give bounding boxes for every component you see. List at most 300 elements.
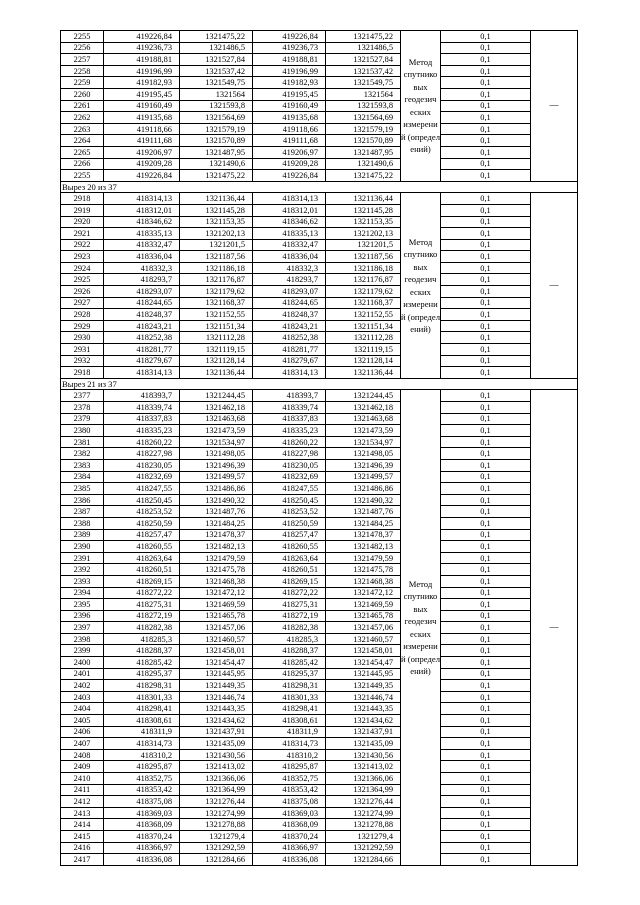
- y-coordinate: 1321449,35: [180, 680, 253, 692]
- accuracy-value: 0,1: [441, 135, 531, 147]
- accuracy-value: 0,1: [441, 680, 531, 692]
- table-row: [61, 112, 578, 124]
- y-coordinate: 1321279,4: [180, 830, 253, 842]
- x-coordinate-new: 419135,68: [253, 112, 326, 124]
- accuracy-value: 0,1: [441, 77, 531, 89]
- x-coordinate-new: 418314,13: [253, 367, 326, 379]
- point-number: 2413: [61, 807, 104, 819]
- accuracy-value: 0,1: [441, 599, 531, 611]
- point-number: 2403: [61, 691, 104, 703]
- point-number: 2923: [61, 251, 104, 263]
- point-number: 2259: [61, 77, 104, 89]
- x-coordinate-new: 418285,42: [253, 657, 326, 669]
- x-coordinate: 418252,38: [104, 332, 180, 344]
- accuracy-value: 0,1: [441, 819, 531, 831]
- table-row: [61, 784, 578, 796]
- y-coordinate: 1321434,62: [180, 715, 253, 727]
- x-coordinate-new: 418260,51: [253, 564, 326, 576]
- y-coordinate: 1321112,28: [180, 332, 253, 344]
- x-coordinate-new: 418298,41: [253, 703, 326, 715]
- point-number: 2391: [61, 552, 104, 564]
- y-coordinate: 1321276,44: [180, 796, 253, 808]
- x-coordinate: 418295,37: [104, 668, 180, 680]
- accuracy-value: 0,1: [441, 31, 531, 43]
- x-coordinate: 418301,33: [104, 691, 180, 703]
- y-coordinate-new: 1321437,91: [326, 726, 401, 738]
- y-coordinate: 1321151,34: [180, 320, 253, 332]
- x-coordinate-new: 418248,37: [253, 309, 326, 321]
- accuracy-value: 0,1: [441, 622, 531, 634]
- y-coordinate-new: 1321292,59: [326, 842, 401, 854]
- y-coordinate-new: 1321487,95: [326, 146, 401, 158]
- table-row: [61, 193, 578, 205]
- x-coordinate: 418337,83: [104, 413, 180, 425]
- dash-cell: —: [531, 31, 578, 182]
- y-coordinate: 1321527,84: [180, 54, 253, 66]
- table-row: [61, 599, 578, 611]
- accuracy-value: 0,1: [441, 703, 531, 715]
- x-coordinate: 418263,64: [104, 552, 180, 564]
- y-coordinate: 1321593,8: [180, 100, 253, 112]
- table-row: [61, 529, 578, 541]
- accuracy-value: 0,1: [441, 761, 531, 773]
- table-row: [61, 135, 578, 147]
- x-coordinate-new: 419226,84: [253, 31, 326, 43]
- x-coordinate-new: 419182,93: [253, 77, 326, 89]
- x-coordinate-new: 418230,05: [253, 459, 326, 471]
- accuracy-value: 0,1: [441, 42, 531, 54]
- y-coordinate: 1321468,38: [180, 575, 253, 587]
- y-coordinate-new: 1321593,8: [326, 100, 401, 112]
- table-row: [61, 262, 578, 274]
- point-number: 2388: [61, 517, 104, 529]
- table-row: [61, 807, 578, 819]
- table-row: [61, 494, 578, 506]
- y-coordinate-new: 1321136,44: [326, 193, 401, 205]
- y-coordinate: 1321463,68: [180, 413, 253, 425]
- y-coordinate-new: 1321462,18: [326, 402, 401, 414]
- x-coordinate-new: 419195,45: [253, 88, 326, 100]
- point-number: 2417: [61, 854, 104, 866]
- y-coordinate: 1321482,13: [180, 541, 253, 553]
- x-coordinate-new: 418272,22: [253, 587, 326, 599]
- y-coordinate-new: 1321498,05: [326, 448, 401, 460]
- point-number: 2377: [61, 390, 104, 402]
- x-coordinate: 418339,74: [104, 402, 180, 414]
- x-coordinate: 418282,38: [104, 622, 180, 634]
- table-row: [61, 402, 578, 414]
- accuracy-value: 0,1: [441, 610, 531, 622]
- y-coordinate: 1321490,6: [180, 158, 253, 170]
- x-coordinate: 418335,13: [104, 228, 180, 240]
- y-coordinate: 1321473,59: [180, 425, 253, 437]
- x-coordinate-new: 418375,08: [253, 796, 326, 808]
- y-coordinate: 1321537,42: [180, 65, 253, 77]
- point-number: 2389: [61, 529, 104, 541]
- section-header-row: [61, 181, 578, 193]
- y-coordinate: 1321475,78: [180, 564, 253, 576]
- x-coordinate-new: 418335,23: [253, 425, 326, 437]
- table-row: [61, 31, 578, 43]
- x-coordinate-new: 418310,2: [253, 749, 326, 761]
- x-coordinate: 418248,37: [104, 309, 180, 321]
- accuracy-value: 0,1: [441, 413, 531, 425]
- y-coordinate-new: 1321499,57: [326, 471, 401, 483]
- x-coordinate: 419160,49: [104, 100, 180, 112]
- x-coordinate: 418269,15: [104, 575, 180, 587]
- point-number: 2412: [61, 796, 104, 808]
- table-row: [61, 471, 578, 483]
- accuracy-value: 0,1: [441, 645, 531, 657]
- x-coordinate-new: 418293,7: [253, 274, 326, 286]
- point-number: 2410: [61, 773, 104, 785]
- accuracy-value: 0,1: [441, 123, 531, 135]
- point-number: 2395: [61, 599, 104, 611]
- point-number: 2256: [61, 42, 104, 54]
- table-row: [61, 286, 578, 298]
- accuracy-value: 0,1: [441, 575, 531, 587]
- table-row: [61, 436, 578, 448]
- accuracy-value: 0,1: [441, 483, 531, 495]
- table-row: [61, 239, 578, 251]
- y-coordinate-new: 1321486,5: [326, 42, 401, 54]
- x-coordinate-new: 418250,45: [253, 494, 326, 506]
- x-coordinate-new: 418337,83: [253, 413, 326, 425]
- table-row: [61, 633, 578, 645]
- table-row: [61, 761, 578, 773]
- point-number: 2919: [61, 204, 104, 216]
- y-coordinate-new: 1321276,44: [326, 796, 401, 808]
- x-coordinate: 418346,62: [104, 216, 180, 228]
- y-coordinate-new: 1321284,66: [326, 854, 401, 866]
- y-coordinate: 1321179,62: [180, 286, 253, 298]
- y-coordinate: 1321454,47: [180, 657, 253, 669]
- y-coordinate: 1321413,02: [180, 761, 253, 773]
- table-row: [61, 274, 578, 286]
- accuracy-value: 0,1: [441, 541, 531, 553]
- point-number: 2266: [61, 158, 104, 170]
- y-coordinate-new: 1321430,56: [326, 749, 401, 761]
- dash-cell: —: [531, 390, 578, 865]
- table-row: [61, 425, 578, 437]
- y-coordinate: 1321486,5: [180, 42, 253, 54]
- y-coordinate: 1321490,32: [180, 494, 253, 506]
- x-coordinate: 418227,98: [104, 448, 180, 460]
- y-coordinate: 1321119,15: [180, 344, 253, 356]
- y-coordinate-new: 1321278,88: [326, 819, 401, 831]
- x-coordinate-new: 418368,09: [253, 819, 326, 831]
- x-coordinate: 418285,3: [104, 633, 180, 645]
- table-row: [61, 703, 578, 715]
- x-coordinate: 418253,52: [104, 506, 180, 518]
- table-row: [61, 344, 578, 356]
- x-coordinate: 418243,21: [104, 320, 180, 332]
- table-row: [61, 54, 578, 66]
- table-row: [61, 65, 578, 77]
- y-coordinate: 1321564,69: [180, 112, 253, 124]
- y-coordinate: 1321534,97: [180, 436, 253, 448]
- accuracy-value: 0,1: [441, 517, 531, 529]
- accuracy-value: 0,1: [441, 552, 531, 564]
- point-number: 2399: [61, 645, 104, 657]
- accuracy-value: 0,1: [441, 587, 531, 599]
- method-cell: Метод спутнико вых геодезич еских измерени й (определ ений): [401, 31, 441, 182]
- y-coordinate: 1321479,59: [180, 552, 253, 564]
- y-coordinate-new: 1321469,59: [326, 599, 401, 611]
- method-cell: Метод спутнико вых геодезич еских измерени й (определ ений): [401, 193, 441, 379]
- point-number: 2382: [61, 448, 104, 460]
- y-coordinate-new: 1321549,75: [326, 77, 401, 89]
- x-coordinate: 418281,77: [104, 344, 180, 356]
- point-number: 2401: [61, 668, 104, 680]
- x-coordinate: 418272,19: [104, 610, 180, 622]
- table-row: [61, 575, 578, 587]
- table-row: [61, 645, 578, 657]
- y-coordinate-new: 1321151,34: [326, 320, 401, 332]
- y-coordinate-new: 1321153,35: [326, 216, 401, 228]
- x-coordinate-new: 419196,99: [253, 65, 326, 77]
- accuracy-value: 0,1: [441, 773, 531, 785]
- y-coordinate-new: 1321465,78: [326, 610, 401, 622]
- table-row: [61, 297, 578, 309]
- x-coordinate-new: 418263,64: [253, 552, 326, 564]
- point-number: 2925: [61, 274, 104, 286]
- y-coordinate: 1321472,12: [180, 587, 253, 599]
- y-coordinate-new: 1321490,6: [326, 158, 401, 170]
- y-coordinate-new: 1321484,25: [326, 517, 401, 529]
- x-coordinate: 418308,61: [104, 715, 180, 727]
- table-row: [61, 749, 578, 761]
- x-coordinate: 418250,45: [104, 494, 180, 506]
- x-coordinate-new: 418260,22: [253, 436, 326, 448]
- y-coordinate: 1321475,22: [180, 170, 253, 182]
- y-coordinate-new: 1321446,74: [326, 691, 401, 703]
- accuracy-value: 0,1: [441, 564, 531, 576]
- x-coordinate-new: 418250,59: [253, 517, 326, 529]
- y-coordinate: 1321168,37: [180, 297, 253, 309]
- y-coordinate-new: 1321168,37: [326, 297, 401, 309]
- accuracy-value: 0,1: [441, 355, 531, 367]
- y-coordinate: 1321484,25: [180, 517, 253, 529]
- coordinates-table-body: [61, 31, 578, 866]
- table-row: [61, 819, 578, 831]
- table-row: [61, 691, 578, 703]
- table-row: [61, 100, 578, 112]
- accuracy-value: 0,1: [441, 239, 531, 251]
- x-coordinate-new: 418243,21: [253, 320, 326, 332]
- table-row: [61, 773, 578, 785]
- point-number: 2402: [61, 680, 104, 692]
- y-coordinate-new: 1321479,59: [326, 552, 401, 564]
- y-coordinate-new: 1321570,89: [326, 135, 401, 147]
- y-coordinate: 1321201,5: [180, 239, 253, 251]
- x-coordinate: 418295,87: [104, 761, 180, 773]
- point-number: 2255: [61, 31, 104, 43]
- x-coordinate: 418370,24: [104, 830, 180, 842]
- point-number: 2381: [61, 436, 104, 448]
- y-coordinate: 1321478,37: [180, 529, 253, 541]
- point-number: 2416: [61, 842, 104, 854]
- accuracy-value: 0,1: [441, 471, 531, 483]
- y-coordinate-new: 1321460,57: [326, 633, 401, 645]
- y-coordinate-new: 1321473,59: [326, 425, 401, 437]
- accuracy-value: 0,1: [441, 691, 531, 703]
- x-coordinate: 419209,28: [104, 158, 180, 170]
- y-coordinate-new: 1321472,12: [326, 587, 401, 599]
- x-coordinate: 419118,66: [104, 123, 180, 135]
- table-row: [61, 146, 578, 158]
- y-coordinate: 1321564: [180, 88, 253, 100]
- x-coordinate: 418310,2: [104, 749, 180, 761]
- accuracy-value: 0,1: [441, 112, 531, 124]
- accuracy-value: 0,1: [441, 425, 531, 437]
- point-number: 2384: [61, 471, 104, 483]
- x-coordinate-new: 418257,47: [253, 529, 326, 541]
- accuracy-value: 0,1: [441, 170, 531, 182]
- x-coordinate: 418260,22: [104, 436, 180, 448]
- y-coordinate: 1321437,91: [180, 726, 253, 738]
- x-coordinate: 418288,37: [104, 645, 180, 657]
- table-row: [61, 309, 578, 321]
- y-coordinate: 1321284,66: [180, 854, 253, 866]
- section-title: Вырез 20 из 37: [61, 181, 578, 193]
- x-coordinate: 418314,13: [104, 367, 180, 379]
- y-coordinate-new: 1321534,97: [326, 436, 401, 448]
- x-coordinate-new: 418332,3: [253, 262, 326, 274]
- x-coordinate-new: 418295,37: [253, 668, 326, 680]
- x-coordinate-new: 418301,33: [253, 691, 326, 703]
- point-number: 2918: [61, 193, 104, 205]
- accuracy-value: 0,1: [441, 738, 531, 750]
- x-coordinate-new: 418314,73: [253, 738, 326, 750]
- y-coordinate-new: 1321435,09: [326, 738, 401, 750]
- x-coordinate: 418293,7: [104, 274, 180, 286]
- y-coordinate: 1321153,35: [180, 216, 253, 228]
- y-coordinate: 1321579,19: [180, 123, 253, 135]
- y-coordinate: 1321475,22: [180, 31, 253, 43]
- y-coordinate: 1321292,59: [180, 842, 253, 854]
- accuracy-value: 0,1: [441, 228, 531, 240]
- point-number: 2397: [61, 622, 104, 634]
- y-coordinate-new: 1321454,47: [326, 657, 401, 669]
- accuracy-value: 0,1: [441, 286, 531, 298]
- point-number: 2407: [61, 738, 104, 750]
- x-coordinate: 418332,47: [104, 239, 180, 251]
- table-row: [61, 715, 578, 727]
- x-coordinate: 418368,09: [104, 819, 180, 831]
- x-coordinate-new: 418339,74: [253, 402, 326, 414]
- table-row: [61, 355, 578, 367]
- x-coordinate-new: 419206,97: [253, 146, 326, 158]
- x-coordinate: 418314,73: [104, 738, 180, 750]
- point-number: 2405: [61, 715, 104, 727]
- y-coordinate: 1321136,44: [180, 367, 253, 379]
- accuracy-value: 0,1: [441, 216, 531, 228]
- y-coordinate: 1321499,57: [180, 471, 253, 483]
- accuracy-value: 0,1: [441, 65, 531, 77]
- accuracy-value: 0,1: [441, 297, 531, 309]
- accuracy-value: 0,1: [441, 88, 531, 100]
- y-coordinate: 1321462,18: [180, 402, 253, 414]
- accuracy-value: 0,1: [441, 436, 531, 448]
- table-row: [61, 657, 578, 669]
- y-coordinate: 1321486,86: [180, 483, 253, 495]
- table-row: [61, 123, 578, 135]
- x-coordinate: 418312,01: [104, 204, 180, 216]
- x-coordinate: 418285,42: [104, 657, 180, 669]
- point-number: 2255: [61, 170, 104, 182]
- x-coordinate: 419111,68: [104, 135, 180, 147]
- table-row: [61, 448, 578, 460]
- x-coordinate-new: 419118,66: [253, 123, 326, 135]
- point-number: 2392: [61, 564, 104, 576]
- x-coordinate-new: 419209,28: [253, 158, 326, 170]
- x-coordinate-new: 418281,77: [253, 344, 326, 356]
- y-coordinate-new: 1321186,18: [326, 262, 401, 274]
- table-row: [61, 668, 578, 680]
- x-coordinate-new: 418366,97: [253, 842, 326, 854]
- table-row: [61, 170, 578, 182]
- table-row: [61, 842, 578, 854]
- x-coordinate: 418293,07: [104, 286, 180, 298]
- point-number: 2383: [61, 459, 104, 471]
- x-coordinate: 418314,13: [104, 193, 180, 205]
- table-row: [61, 251, 578, 263]
- accuracy-value: 0,1: [441, 402, 531, 414]
- accuracy-value: 0,1: [441, 807, 531, 819]
- table-row: [61, 726, 578, 738]
- x-coordinate: 419236,73: [104, 42, 180, 54]
- x-coordinate-new: 418288,37: [253, 645, 326, 657]
- point-number: 2258: [61, 65, 104, 77]
- x-coordinate: 419135,68: [104, 112, 180, 124]
- y-coordinate-new: 1321487,76: [326, 506, 401, 518]
- x-coordinate: 418232,69: [104, 471, 180, 483]
- accuracy-value: 0,1: [441, 309, 531, 321]
- x-coordinate: 418298,31: [104, 680, 180, 692]
- x-coordinate-new: 418298,31: [253, 680, 326, 692]
- point-number: 2400: [61, 657, 104, 669]
- x-coordinate-new: 418282,38: [253, 622, 326, 634]
- table-row: [61, 77, 578, 89]
- y-coordinate: 1321487,76: [180, 506, 253, 518]
- x-coordinate-new: 418336,08: [253, 854, 326, 866]
- table-row: [61, 332, 578, 344]
- x-coordinate-new: 418346,62: [253, 216, 326, 228]
- y-coordinate-new: 1321364,99: [326, 784, 401, 796]
- accuracy-value: 0,1: [441, 332, 531, 344]
- x-coordinate-new: 418272,19: [253, 610, 326, 622]
- accuracy-value: 0,1: [441, 54, 531, 66]
- coordinates-table: [60, 30, 578, 866]
- x-coordinate: 418311,9: [104, 726, 180, 738]
- table-row: [61, 854, 578, 866]
- x-coordinate: 418230,05: [104, 459, 180, 471]
- x-coordinate: 419195,45: [104, 88, 180, 100]
- x-coordinate: 419196,99: [104, 65, 180, 77]
- y-coordinate: 1321446,74: [180, 691, 253, 703]
- point-number: 2414: [61, 819, 104, 831]
- y-coordinate: 1321364,99: [180, 784, 253, 796]
- point-number: 2379: [61, 413, 104, 425]
- point-number: 2928: [61, 309, 104, 321]
- point-number: 2264: [61, 135, 104, 147]
- point-number: 2408: [61, 749, 104, 761]
- point-number: 2394: [61, 587, 104, 599]
- point-number: 2378: [61, 402, 104, 414]
- x-coordinate-new: 418370,24: [253, 830, 326, 842]
- table-row: [61, 483, 578, 495]
